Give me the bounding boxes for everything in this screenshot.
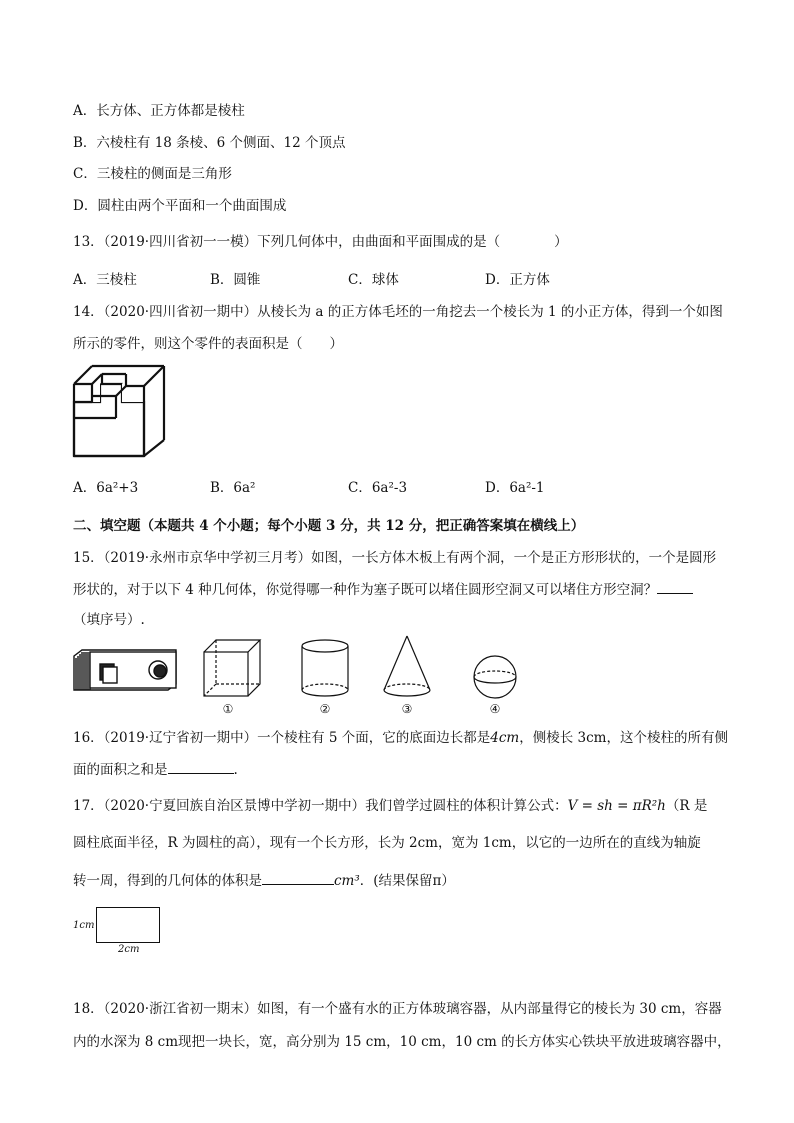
q12-option-d: D．圆柱由两个平面和一个曲面围成 (73, 198, 287, 214)
q13-option-d: D．正方体 (485, 272, 550, 288)
q12-option-c: C．三棱柱的侧面是三角形 (73, 166, 232, 182)
q14-option-c: C．6a²-3 (348, 480, 408, 496)
cylinder-figure-label: ② (319, 702, 331, 716)
q14-option-b: B．6a² (210, 480, 256, 496)
q17-answer-blank[interactable] (262, 870, 334, 885)
q16-line2 (73, 759, 238, 780)
cone-figure-label: ③ (401, 702, 413, 716)
q12-option-a: A．长方体、正方体都是棱柱 (73, 103, 245, 119)
q15-line2 (73, 579, 693, 600)
section-fill-in-heading: 二、填空题（本题共 4 个小题；每个小题 3 分，共 12 分，把正确答案填在横线上） (73, 518, 585, 534)
q17-line1-text: 17．（2020·宁夏回族自治区景博中学初一期中）我们曾学过圆柱的体积计算公式： (73, 798, 568, 814)
q18-line1: 18．（2020·浙江省初一期末）如图，有一个盛有水的正方体玻璃容器，从内部量得它的棱长为 30 cm，容器 (73, 1001, 722, 1017)
q16-line1-text-cont: ，侧棱长 3cm，这个棱柱的所有侧 (519, 730, 728, 746)
q17-line3-text-cont: ．(结果保留π） (359, 873, 455, 889)
q15-line2-text: 形状的，对于以下 4 种几何体，你觉得哪一种作为塞子既可以堵住圆形空洞又可以堵住方形空洞？ (73, 582, 658, 598)
q17-line1-text-cont: （R 是 (665, 798, 708, 814)
cylinder-figure (299, 638, 351, 700)
q13-option-c: C．球体 (348, 272, 399, 288)
q16-line1-text: 16．（2019·辽宁省初一期中）一个棱柱有 5 个面，它的底面边长都是 (73, 730, 491, 746)
q14-option-a: A．6a²+3 (73, 480, 139, 496)
q12-option-b: B．六棱柱有 18 条棱、6 个侧面、12 个顶点 (73, 135, 346, 151)
q15-line3: （填序号）. (73, 612, 145, 628)
q16-edge-length: 4cm (490, 730, 520, 746)
q16-line2-period: . (233, 762, 238, 778)
q15-answer-blank[interactable] (657, 579, 693, 594)
q17-line1 (73, 796, 707, 816)
cube-figure-label: ① (222, 702, 234, 716)
q15-line1: 15．（2019·永州市京华中学初三月考）如图，一长方体木板上有两个洞，一个是正方形形状的，一个是圆形 (73, 550, 717, 566)
q15-board-figure (72, 646, 178, 694)
q14-stem-line1: 14．（2020·四川省初一期中）从棱长为 a 的正方体毛坯的一角挖去一个棱长为 1 的小正方体，得到一个如图 (73, 304, 723, 320)
q17-line3-text: 转一周，得到的几何体的体积是 (73, 873, 262, 889)
q17-volume-formula: V = sh = πR²h (567, 798, 666, 814)
q18-line2: 内的水深为 8 cm现把一块长，宽，高分别为 15 cm，10 cm，10 cm 的长方体实心铁块平放进玻璃容器中， (73, 1034, 731, 1050)
q13-stem: 13．（2019·四川省初一一模）下列几何体中，由曲面和平面围成的是（ ） (73, 234, 568, 250)
q17-unit: cm³ (334, 873, 360, 889)
q17-rectangle-figure (96, 907, 160, 943)
q17-line2: 圆柱底面半径，R 为圆柱的高），现有一个长方形，长为 2cm，宽为 1cm，以它的一边所在的直线为轴旋 (73, 835, 701, 851)
sphere-figure (469, 654, 521, 700)
q14-cube-notch-figure (72, 364, 168, 460)
q17-line3 (73, 870, 455, 891)
q14-stem-line2: 所示的零件，则这个零件的表面积是（ ） (73, 336, 343, 352)
q13-option-a: A．三棱柱 (73, 272, 137, 288)
q16-line1 (73, 728, 728, 748)
q17-width-label: 1cm (73, 920, 95, 931)
q13-option-b: B．圆锥 (210, 272, 261, 288)
cube-figure (202, 638, 262, 698)
cone-figure (381, 634, 433, 700)
q14-option-d: D．6a²-1 (485, 480, 545, 496)
sphere-figure-label: ④ (489, 702, 501, 716)
q16-answer-blank[interactable] (168, 759, 234, 774)
q16-line2-text: 面的面积之和是 (73, 762, 168, 778)
q17-length-label: 2cm (118, 944, 140, 955)
